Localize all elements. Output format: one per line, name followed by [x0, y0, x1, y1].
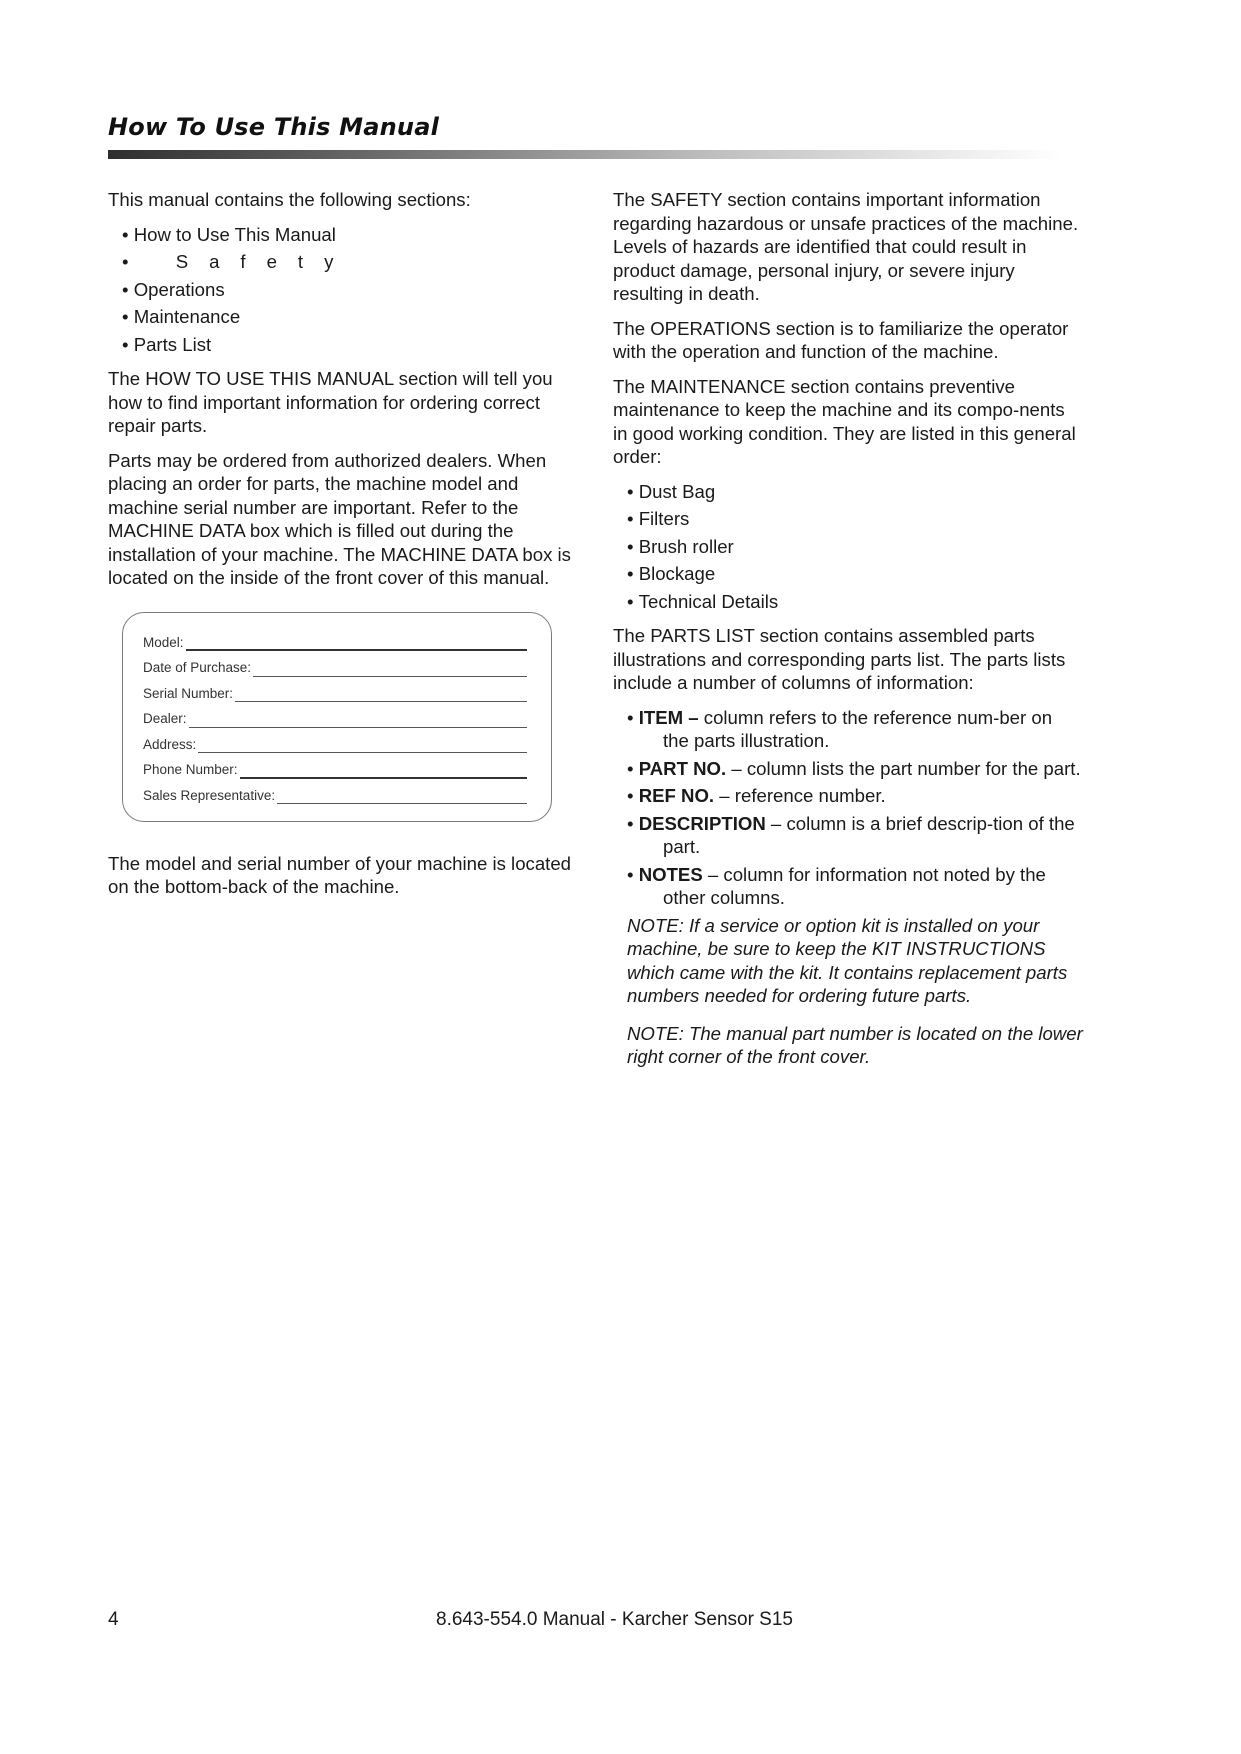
dealer-field: [143, 705, 527, 731]
safety-paragraph: The SAFETY section contains important information regarding hazardous or unsafe practices of the machine. Levels of hazards are identified that could result in product damage, personal injury, or severe injury resulting in death.: [613, 189, 1079, 304]
field-label: Address:: [143, 736, 197, 752]
sections-list: [108, 223, 578, 357]
page-number: 4: [108, 1609, 119, 1630]
field-line: [240, 762, 527, 779]
column-term: NOTES: [638, 863, 703, 885]
list-item: • Blockage: [627, 562, 1083, 586]
model-field: [143, 629, 527, 655]
column-definition-item: [627, 757, 1083, 781]
column-definition-item: [627, 863, 1083, 910]
serial-number-field: [143, 680, 527, 706]
right-column: [613, 188, 1083, 1083]
field-label: Phone Number:: [143, 762, 238, 777]
part-number-note: NOTE: The manual part number is located on the lower right corner of the front cover.: [627, 1022, 1083, 1067]
sales-representative-field: [143, 782, 527, 808]
list-item: • Dust Bag: [627, 480, 1083, 504]
list-item: • Safety: [122, 250, 578, 274]
how-to-use-paragraph: The HOW TO USE THIS MANUAL section will tell you how to find important information for ordering correct repair parts.: [108, 368, 553, 436]
machine-data-box: [122, 612, 552, 822]
list-item: • How to Use This Manual: [122, 223, 578, 247]
intro-paragraph: This manual contains the following sections:: [108, 189, 471, 210]
kit-note: NOTE: If a service or option kit is installed on your machine, be sure to keep the KIT INSTRUCTIONS which came with the kit. It contains replacement parts numbers needed for ordering future parts.: [627, 914, 1068, 1006]
field-label: Serial Number:: [143, 685, 234, 701]
maintenance-list: [613, 480, 1083, 614]
column-definition-item: [627, 784, 1083, 808]
column-term: DESCRIPTION: [638, 812, 766, 834]
parts-list-paragraph: The PARTS LIST section contains assembled parts illustrations and corresponding parts list. The parts lists include a number of columns of information:: [613, 625, 1066, 693]
field-line: [235, 686, 527, 702]
field-line: [189, 712, 527, 728]
date-of-purchase-field: [143, 654, 527, 680]
operations-paragraph: The OPERATIONS section is to familiarize the operator with the operation and function of the machine.: [613, 317, 1069, 362]
field-label: Sales Representative:: [143, 787, 276, 803]
field-line: [253, 661, 527, 677]
column-description: – column for information not noted by the other columns.: [663, 863, 1046, 908]
field-line: [198, 737, 527, 753]
column-definition-item: [627, 812, 1083, 859]
column-description: column refers to the reference num-ber on the parts illustration.: [663, 706, 1053, 751]
title-gradient-rule: [108, 150, 1063, 159]
column-term: PART NO.: [638, 757, 727, 779]
list-item: • Operations: [122, 278, 578, 302]
column-term: REF NO.: [638, 785, 715, 806]
ordering-paragraph: Parts may be ordered from authorized dealers. When placing an order for parts, the machine model and machine serial number are important. Refer to the MACHINE DATA box which is filled out during the installation of your machine. The MACHINE DATA box is located on the inside of the front cover of this manual.: [108, 449, 571, 588]
list-item: • Brush roller: [627, 535, 1083, 559]
columns-list: [613, 706, 1083, 910]
field-line: [186, 634, 527, 651]
list-item: • Parts List: [122, 333, 578, 357]
field-label: Dealer:: [143, 711, 187, 726]
list-item: • Technical Details: [627, 590, 1083, 614]
column-description: – reference number.: [714, 785, 886, 806]
footer-document-title: 8.643-554.0 Manual - Karcher Sensor S15: [436, 1609, 793, 1630]
column-description: – column lists the part number for the part.: [726, 757, 1081, 779]
page-title: How To Use This Manual: [108, 113, 440, 141]
field-label: Date of Purchase:: [143, 660, 252, 675]
phone-number-field: [143, 756, 527, 782]
list-item: • Maintenance: [122, 305, 578, 329]
list-item: • Filters: [627, 507, 1083, 531]
column-description: – column is a brief descrip-tion of the part.: [663, 812, 1075, 857]
maintenance-paragraph: The MAINTENANCE section contains preventive maintenance to keep the machine and its compo-nents in good working condition. They are listed in this general order:: [613, 375, 1076, 467]
serial-location-paragraph: The model and serial number of your machine is located on the bottom-back of the machine.: [108, 852, 572, 897]
address-field: [143, 731, 527, 757]
field-line: [277, 788, 527, 804]
column-term: ITEM –: [638, 706, 699, 728]
field-label: Model:: [143, 634, 184, 650]
column-definition-item: [627, 706, 1083, 753]
left-column: [108, 188, 578, 910]
